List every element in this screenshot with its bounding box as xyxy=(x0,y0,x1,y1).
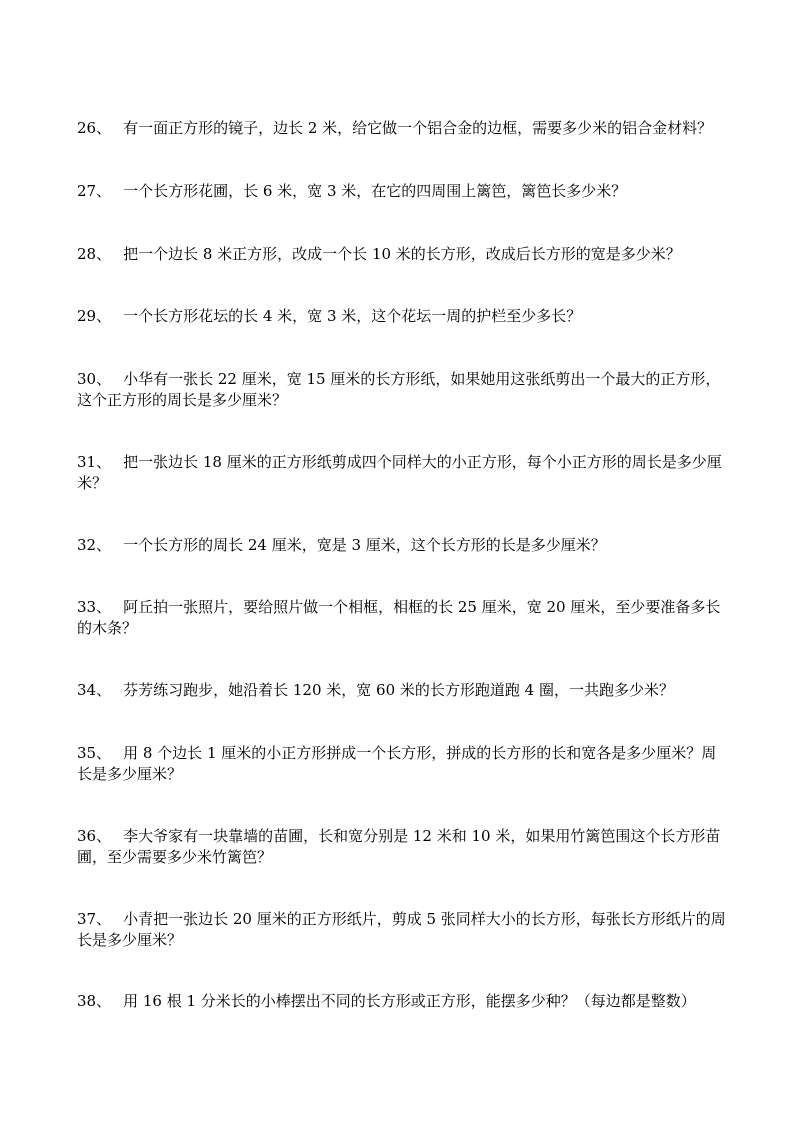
problem-text: 一个长方形花坛的长 4 米，宽 3 米，这个花坛一周的护栏至少多长？ xyxy=(123,307,582,325)
problem-text: 阿丘拍一张照片，要给照片做一个相框，相框的长 25 厘米，宽 20 厘米，至少要准备多长的木条？ xyxy=(77,598,721,637)
problem-26 xyxy=(77,118,727,139)
problem-31 xyxy=(77,452,727,494)
problem-text: 用 8 个边长 1 厘米的小正方形拼成一个长方形，拼成的长方形的长和宽各是多少厘米？周长是多少厘米？ xyxy=(77,744,717,783)
problem-text: 芬芳练习跑步，她沿着长 120 米，宽 60 米的长方形跑道跑 4 圈，一共跑多少米？ xyxy=(123,681,674,699)
problem-text: 有一面正方形的镜子，边长 2 米，给它做一个铝合金的边框，需要多少米的铝合金材料？ xyxy=(123,119,713,137)
problem-32 xyxy=(77,535,727,556)
problem-30 xyxy=(77,369,727,411)
problem-number: 26、 xyxy=(77,119,112,137)
problem-number: 30、 xyxy=(77,370,112,388)
problem-38 xyxy=(77,991,727,1012)
problem-27 xyxy=(77,181,727,202)
problem-34 xyxy=(77,680,727,701)
problem-number: 36、 xyxy=(77,827,112,845)
problem-text: 把一张边长 18 厘米的正方形纸剪成四个同样大的小正方形，每个小正方形的周长是多少厘米？ xyxy=(77,453,722,492)
problem-36 xyxy=(77,826,727,868)
problem-28 xyxy=(77,244,727,265)
problem-text: 一个长方形花圃，长 6 米，宽 3 米，在它的四周围上篱笆，篱笆长多少米？ xyxy=(123,182,627,200)
problem-number: 34、 xyxy=(77,681,112,699)
problem-number: 35、 xyxy=(77,744,112,762)
problem-29 xyxy=(77,306,727,327)
problem-number: 28、 xyxy=(77,245,112,263)
problem-number: 27、 xyxy=(77,182,112,200)
problem-35 xyxy=(77,743,727,785)
problem-text: 小华有一张长 22 厘米，宽 15 厘米的长方形纸，如果她用这张纸剪出一个最大的正方形，这个正方形的周长是多少厘米？ xyxy=(77,370,721,409)
problem-text: 把一个边长 8 米正方形，改成一个长 10 米的长方形，改成后长方形的宽是多少米？ xyxy=(123,245,681,263)
problem-number: 38、 xyxy=(77,992,112,1010)
problem-number: 29、 xyxy=(77,307,112,325)
problem-number: 37、 xyxy=(77,910,112,928)
problem-text: 一个长方形的周长 24 厘米，宽是 3 厘米，这个长方形的长是多少厘米？ xyxy=(123,536,606,554)
problem-number: 32、 xyxy=(77,536,112,554)
problem-text: 李大爷家有一块靠墙的苗圃，长和宽分别是 12 米和 10 米，如果用竹篱笆围这个长方形苗圃，至少需要多少米竹篱笆？ xyxy=(77,827,721,866)
problem-text: 小青把一张边长 20 厘米的正方形纸片，剪成 5 张同样大小的长方形，每张长方形纸片的周长是多少厘米？ xyxy=(77,910,726,949)
problem-text: 用 16 根 1 分米长的小棒摆出不同的长方形或正方形，能摆多少种？（每边都是整数） xyxy=(123,992,696,1010)
problem-37 xyxy=(77,909,727,951)
problem-number: 33、 xyxy=(77,598,112,616)
problem-33 xyxy=(77,597,727,639)
problem-number: 31、 xyxy=(77,453,112,471)
